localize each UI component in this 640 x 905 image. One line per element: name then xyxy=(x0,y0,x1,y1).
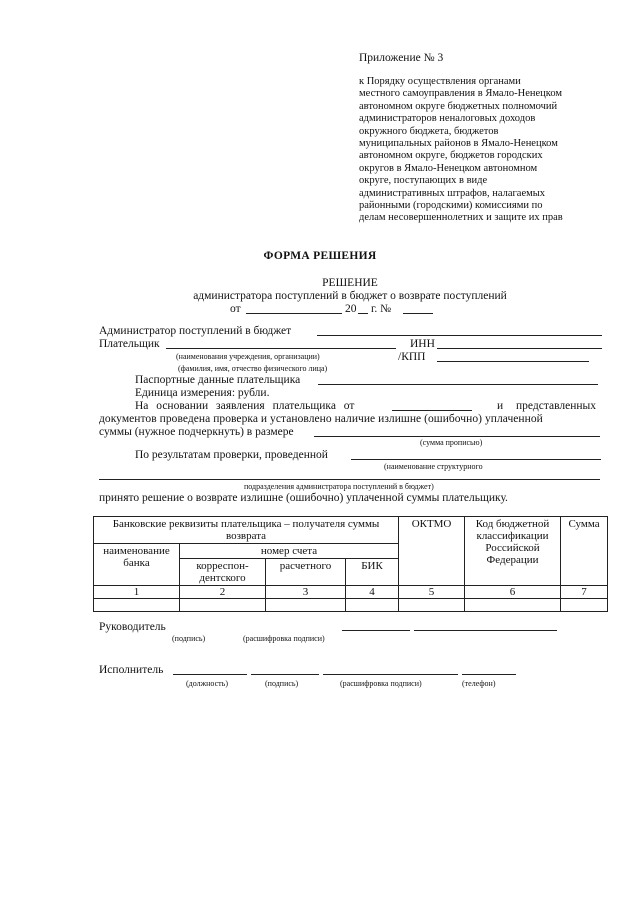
table-cell[interactable] xyxy=(180,599,266,612)
head-signature-field[interactable] xyxy=(342,630,410,631)
head-decrypt-hint: (расшифровка подписи) xyxy=(243,634,325,643)
bik-header: БИК xyxy=(346,559,399,586)
inn-label: ИНН xyxy=(410,338,435,350)
table-cell[interactable] xyxy=(465,599,561,612)
basis-line1-end: и представленных xyxy=(497,400,597,412)
hint-structural: (наименование структурного xyxy=(384,462,483,471)
head-decrypt-field[interactable] xyxy=(414,630,557,631)
hint-person: (фамилия, имя, отчество физического лица) xyxy=(178,364,328,373)
appendix-line: делам несовершеннолетних и защите их прав xyxy=(359,212,563,224)
kpp-label: /КПП xyxy=(398,351,426,363)
exec-label: Исполнитель xyxy=(99,664,164,676)
inn-field[interactable] xyxy=(437,348,602,349)
year-field[interactable] xyxy=(358,313,368,314)
subdivision-field[interactable] xyxy=(99,479,600,480)
table-cell[interactable] xyxy=(561,599,608,612)
head-label: Руководитель xyxy=(99,621,166,633)
payer-field[interactable] xyxy=(166,348,396,349)
head-sign-hint: (подпись) xyxy=(172,634,206,643)
appendix-line: автономном округе, бюджетов городских xyxy=(359,150,543,162)
exec-signature-field[interactable] xyxy=(251,674,319,675)
number-label: г. № xyxy=(371,303,392,315)
column-number: 2 xyxy=(180,586,266,599)
date-field[interactable] xyxy=(246,313,342,314)
table-row xyxy=(94,599,608,612)
correspondent-header: корреспон-дентского xyxy=(180,559,266,586)
basis-line1-start: На основании заявления плательщика от xyxy=(135,400,355,412)
column-number: 3 xyxy=(266,586,346,599)
hint-org: (наименования учреждения, организации) xyxy=(176,352,320,361)
exec-phone-field[interactable] xyxy=(462,674,516,675)
table-cell[interactable] xyxy=(399,599,465,612)
hint-amount: (сумма прописью) xyxy=(420,438,483,447)
column-number: 4 xyxy=(346,586,399,599)
check-label: По результатам проверки, проведенной xyxy=(135,449,328,461)
decision-title: РЕШЕНИЕ xyxy=(322,277,378,289)
column-number: 5 xyxy=(399,586,465,599)
application-date-field[interactable] xyxy=(392,410,472,411)
appendix-line: автономном округе бюджетных полномочий xyxy=(359,100,558,112)
appendix-line: районными (городскими) комиссиями по xyxy=(359,200,543,212)
oktmo-header: ОКТМО xyxy=(399,517,465,586)
exec-phone-hint: (телефон) xyxy=(462,679,496,688)
appendix-line: администраторов неналоговых доходов xyxy=(359,113,536,125)
decision-number-field[interactable] xyxy=(403,313,433,314)
column-number: 7 xyxy=(561,586,608,599)
appendix-text xyxy=(359,76,563,225)
budget-code-header: Код бюджетной классификации Российской Федерации xyxy=(465,517,561,586)
date-prefix: от xyxy=(230,303,241,315)
passport-field[interactable] xyxy=(318,384,598,385)
admin-field[interactable] xyxy=(317,335,602,336)
column-number: 6 xyxy=(465,586,561,599)
table-cell[interactable] xyxy=(94,599,180,612)
date-year: 20 xyxy=(345,303,357,315)
sum-header: Сумма xyxy=(561,517,608,586)
appendix-line: окружного бюджета, бюджетов xyxy=(359,125,499,137)
bank-name-header: наименование банка xyxy=(94,544,180,586)
structural-unit-field[interactable] xyxy=(351,459,601,460)
settlement-header: расчетного xyxy=(266,559,346,586)
hint-subdivision: подразделения администратора поступлений в бюджет) xyxy=(244,482,434,491)
amount-field[interactable] xyxy=(314,436,600,437)
decision-subtitle: администратора поступлений в бюджет о возврате поступлений xyxy=(193,290,507,302)
passport-label: Паспортные данные плательщика xyxy=(135,374,301,386)
table-cell[interactable] xyxy=(266,599,346,612)
account-number-header: номер счета xyxy=(180,544,399,559)
decision-text: принято решение о возврате излишне (ошибочно) уплаченной суммы плательщику. xyxy=(99,492,508,504)
basis-line3: суммы (нужное подчеркнуть) в размере xyxy=(99,426,294,438)
exec-decrypt-hint: (расшифровка подписи) xyxy=(340,679,422,688)
exec-decrypt-field[interactable] xyxy=(323,674,458,675)
payer-label: Плательщик xyxy=(99,338,160,350)
exec-position-field[interactable] xyxy=(173,674,247,675)
basis-line2: документов проведена проверка и установлено наличие излишне (ошибочно) уплаченной xyxy=(99,413,543,425)
bank-details-header: Банковские реквизиты плательщика – получателя суммы возврата xyxy=(94,517,399,544)
appendix-line: административных штрафов, налагаемых xyxy=(359,187,546,199)
appendix-line: округов в Ямало-Ненецком автономном xyxy=(359,162,538,174)
table-cell[interactable] xyxy=(346,599,399,612)
form-title: ФОРМА РЕШЕНИЯ xyxy=(263,250,377,262)
admin-label: Администратор поступлений в бюджет xyxy=(99,325,292,337)
appendix-line: к Порядку осуществления органами xyxy=(359,76,521,87)
unit-label: Единица измерения: рубли. xyxy=(135,387,270,399)
kpp-field[interactable] xyxy=(437,361,589,362)
appendix-line: местного самоуправления в Ямало-Ненецком xyxy=(359,88,563,100)
exec-position-hint: (должность) xyxy=(186,679,228,688)
appendix-line: муниципальных районов в Ямало-Ненецком xyxy=(359,138,558,150)
appendix-line: округе, поступающих в виде xyxy=(359,175,488,187)
exec-sign-hint: (подпись) xyxy=(265,679,299,688)
appendix-number: Приложение № 3 xyxy=(359,52,444,64)
requisites-table xyxy=(93,516,608,612)
column-number: 1 xyxy=(94,586,180,599)
